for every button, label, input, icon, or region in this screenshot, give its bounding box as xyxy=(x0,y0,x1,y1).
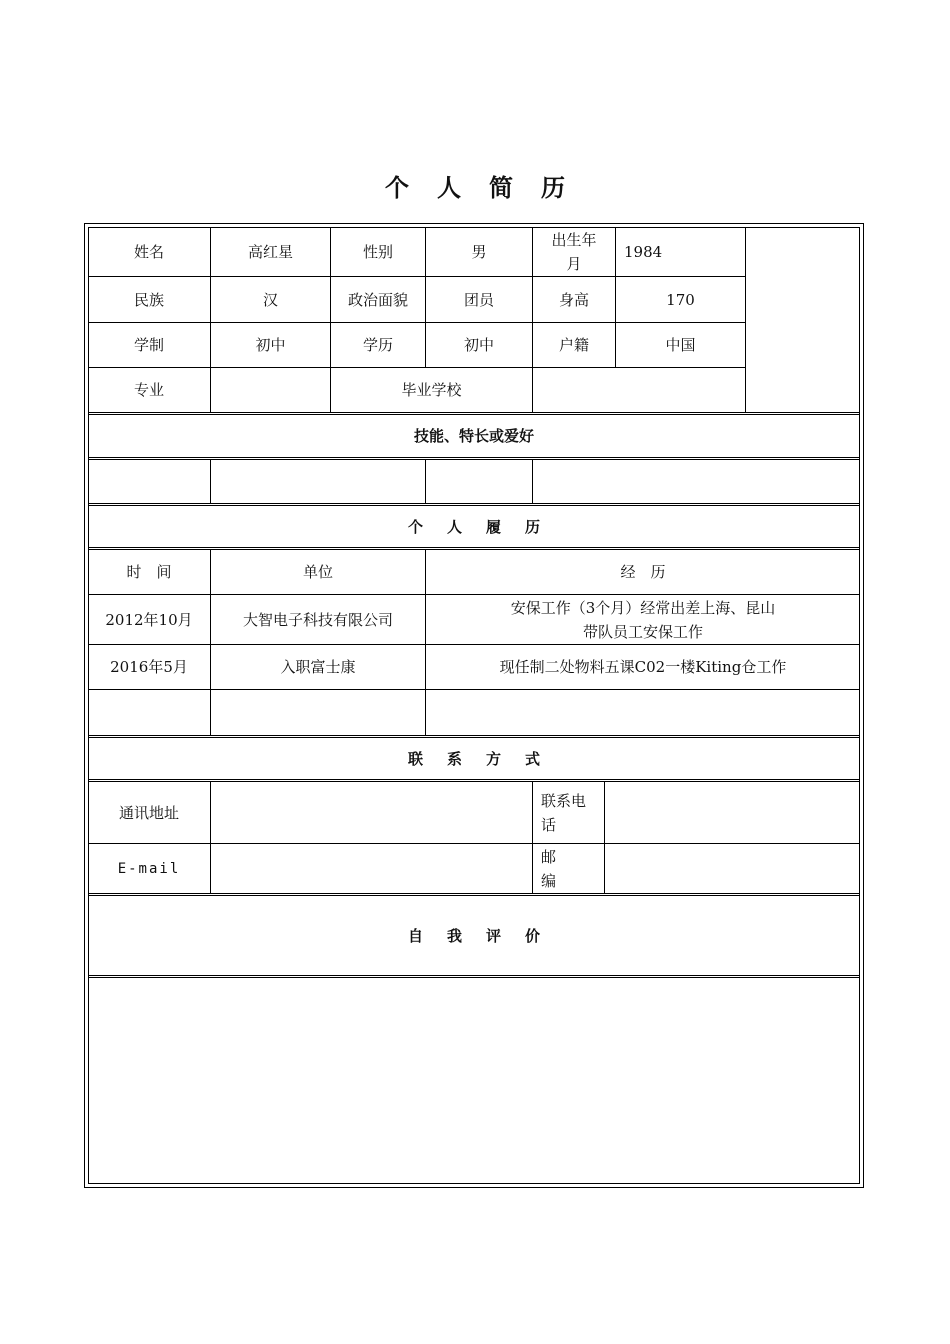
email-value[interactable] xyxy=(211,844,532,893)
skills-cell-1[interactable] xyxy=(88,460,210,503)
gender-label: 性别 xyxy=(362,243,393,261)
zip-label: 邮 编 xyxy=(541,847,557,890)
history-heading: 个 人 履 历 xyxy=(407,517,541,536)
page-title: 个 人 简 历 xyxy=(385,173,565,202)
skills-heading: 技能、特长或爱好 xyxy=(413,427,534,445)
address-label: 通讯地址 xyxy=(118,803,179,822)
contact-heading: 联 系 方 式 xyxy=(407,749,541,768)
self-eval-heading: 自 我 评 价 xyxy=(407,926,541,945)
history-col-time: 时 间 xyxy=(126,563,172,581)
hukou-label: 户籍 xyxy=(558,336,589,354)
history-row-1-unit: 大智电子科技有限公司 xyxy=(242,610,393,629)
birth-value: 1984 xyxy=(624,243,663,261)
history-col-experience: 经 历 xyxy=(620,563,666,581)
major-value[interactable] xyxy=(211,368,330,412)
schooling-value: 初中 xyxy=(255,336,286,354)
skills-cell-4[interactable] xyxy=(533,460,860,503)
ethnicity-label: 民族 xyxy=(133,290,164,309)
name-label: 姓名 xyxy=(133,243,164,261)
ethnicity-value: 汉 xyxy=(262,290,278,309)
email-label: E-mail xyxy=(117,860,181,877)
birth-label: 出生年 月 xyxy=(551,231,597,273)
history-row-3-time[interactable] xyxy=(88,690,210,735)
politics-value: 团员 xyxy=(463,290,494,309)
major-label: 专业 xyxy=(133,381,164,399)
education-label: 学历 xyxy=(362,336,393,354)
history-row-1-time: 2012年10月 xyxy=(105,610,193,629)
height-label: 身高 xyxy=(558,290,589,309)
history-row-2-time: 2016年5月 xyxy=(110,658,188,676)
school-label: 毕业学校 xyxy=(401,381,462,399)
history-col-unit: 单位 xyxy=(302,563,333,581)
history-row-3-unit[interactable] xyxy=(211,690,425,735)
politics-label: 政治面貌 xyxy=(347,290,408,309)
zip-value[interactable] xyxy=(605,844,860,893)
self-eval-content[interactable] xyxy=(88,978,860,1182)
name-value: 高红星 xyxy=(247,243,293,261)
history-row-2-experience: 现任制二处物料五课C02一楼Kiting仓工作 xyxy=(499,658,787,676)
phone-value[interactable] xyxy=(605,782,860,843)
history-row-3-experience[interactable] xyxy=(426,690,860,735)
address-value[interactable] xyxy=(211,782,532,843)
school-value[interactable] xyxy=(533,368,745,412)
height-value: 170 xyxy=(666,290,695,309)
history-row-2-unit: 入职富士康 xyxy=(280,658,356,676)
phone-label: 联系电 话 xyxy=(541,791,587,834)
schooling-label: 学制 xyxy=(133,336,164,354)
hukou-value: 中国 xyxy=(665,336,696,354)
skills-cell-3[interactable] xyxy=(426,460,532,503)
education-value: 初中 xyxy=(463,336,494,354)
gender-value: 男 xyxy=(471,243,487,261)
skills-cell-2[interactable] xyxy=(211,460,425,503)
history-row-1-experience: 安保工作（3个月）经常出差上海、昆山 带队员工安保工作 xyxy=(510,598,776,641)
